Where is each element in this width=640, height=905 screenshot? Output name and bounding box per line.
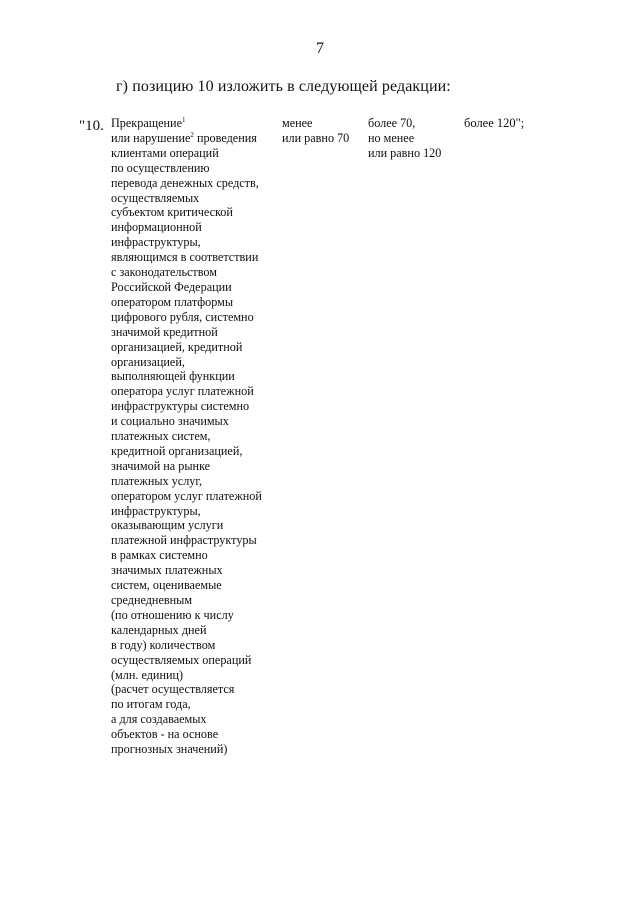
description-line: значимой кредитной [111, 324, 218, 339]
category-low-line: или равно 70 [282, 130, 350, 145]
description-line: календарных дней [111, 622, 207, 637]
category-high-cell [464, 116, 524, 131]
description-line: инфраструктуры, [111, 235, 201, 250]
description-line: информационной [111, 220, 202, 235]
description-line: в году) количеством [111, 637, 216, 652]
description-line: организацией, [111, 354, 185, 369]
description-line: платежных систем, [111, 429, 211, 444]
description-second-line [111, 131, 281, 146]
description-line: клиентами операций [111, 145, 219, 160]
description-second-end: проведения [193, 130, 257, 145]
category-mid-line: но менее [368, 130, 415, 145]
category-low-line: менее [282, 116, 313, 130]
description-line: Российской Федерации [111, 279, 232, 294]
description-line: с законодательством [111, 265, 217, 280]
description-line: цифрового рубля, системно [111, 309, 254, 324]
description-line: прогнозных значений) [111, 742, 228, 757]
description-line: являющимся в соответствии [111, 250, 259, 265]
description-line: перевода денежных средств, [111, 175, 259, 190]
description-line: выполняющей функции [111, 369, 235, 384]
category-low-cell [282, 116, 349, 146]
description-line: по осуществлению [111, 160, 210, 175]
description-line: значимых платежных [111, 563, 223, 578]
description-line: платежных услуг, [111, 473, 203, 488]
description-line: по итогам года, [111, 697, 191, 712]
description-line: и социально значимых [111, 414, 229, 429]
description-first-line [111, 116, 281, 131]
description-cell [111, 116, 281, 757]
description-line: оператором платформы [111, 294, 234, 309]
description-line: оказывающим услуги [111, 518, 224, 533]
category-mid-cell [368, 116, 441, 161]
intro-text: г) позицию 10 изложить в следующей редакции: [116, 78, 451, 95]
description-line: значимой на рынке [111, 458, 211, 473]
description-line: организацией, кредитной [111, 339, 243, 354]
description-line: кредитной организацией, [111, 443, 243, 458]
description-line: осуществляемых [111, 190, 200, 205]
description-line: (по отношению к числу [111, 607, 234, 622]
description-lines [111, 146, 281, 757]
description-line: платежной инфраструктуры [111, 533, 257, 548]
footnote-marker: 2 [190, 130, 194, 139]
description-line: среднедневным [111, 593, 193, 607]
description-line: инфраструктуры системно [111, 399, 250, 414]
description-line: систем, оцениваемые [111, 578, 222, 593]
row-number: "10. [79, 118, 104, 134]
description-line: субъектом критической [111, 205, 233, 220]
description-line: (млн. единиц) [111, 667, 184, 682]
description-line: а для создаваемых [111, 712, 207, 727]
description-first-word: Прекращение [111, 116, 182, 130]
footnote-marker: 1 [181, 116, 186, 124]
description-second-start: или нарушение [111, 130, 191, 145]
description-line: оператором услуг платежной [111, 488, 262, 503]
description-line: осуществляемых операций [111, 652, 252, 667]
category-mid-line: более 70, [368, 116, 416, 130]
description-line: в рамках системно [111, 548, 208, 563]
page-number: 7 [316, 40, 324, 57]
description-line: (расчет осуществляется [111, 682, 235, 697]
description-line: оператора услуг платежной [111, 384, 254, 399]
category-mid-line: или равно 120 [368, 145, 442, 160]
category-high-value: более 120"; [464, 116, 525, 130]
description-line: инфраструктуры, [111, 503, 201, 518]
description-line: объектов - на основе [111, 727, 219, 742]
